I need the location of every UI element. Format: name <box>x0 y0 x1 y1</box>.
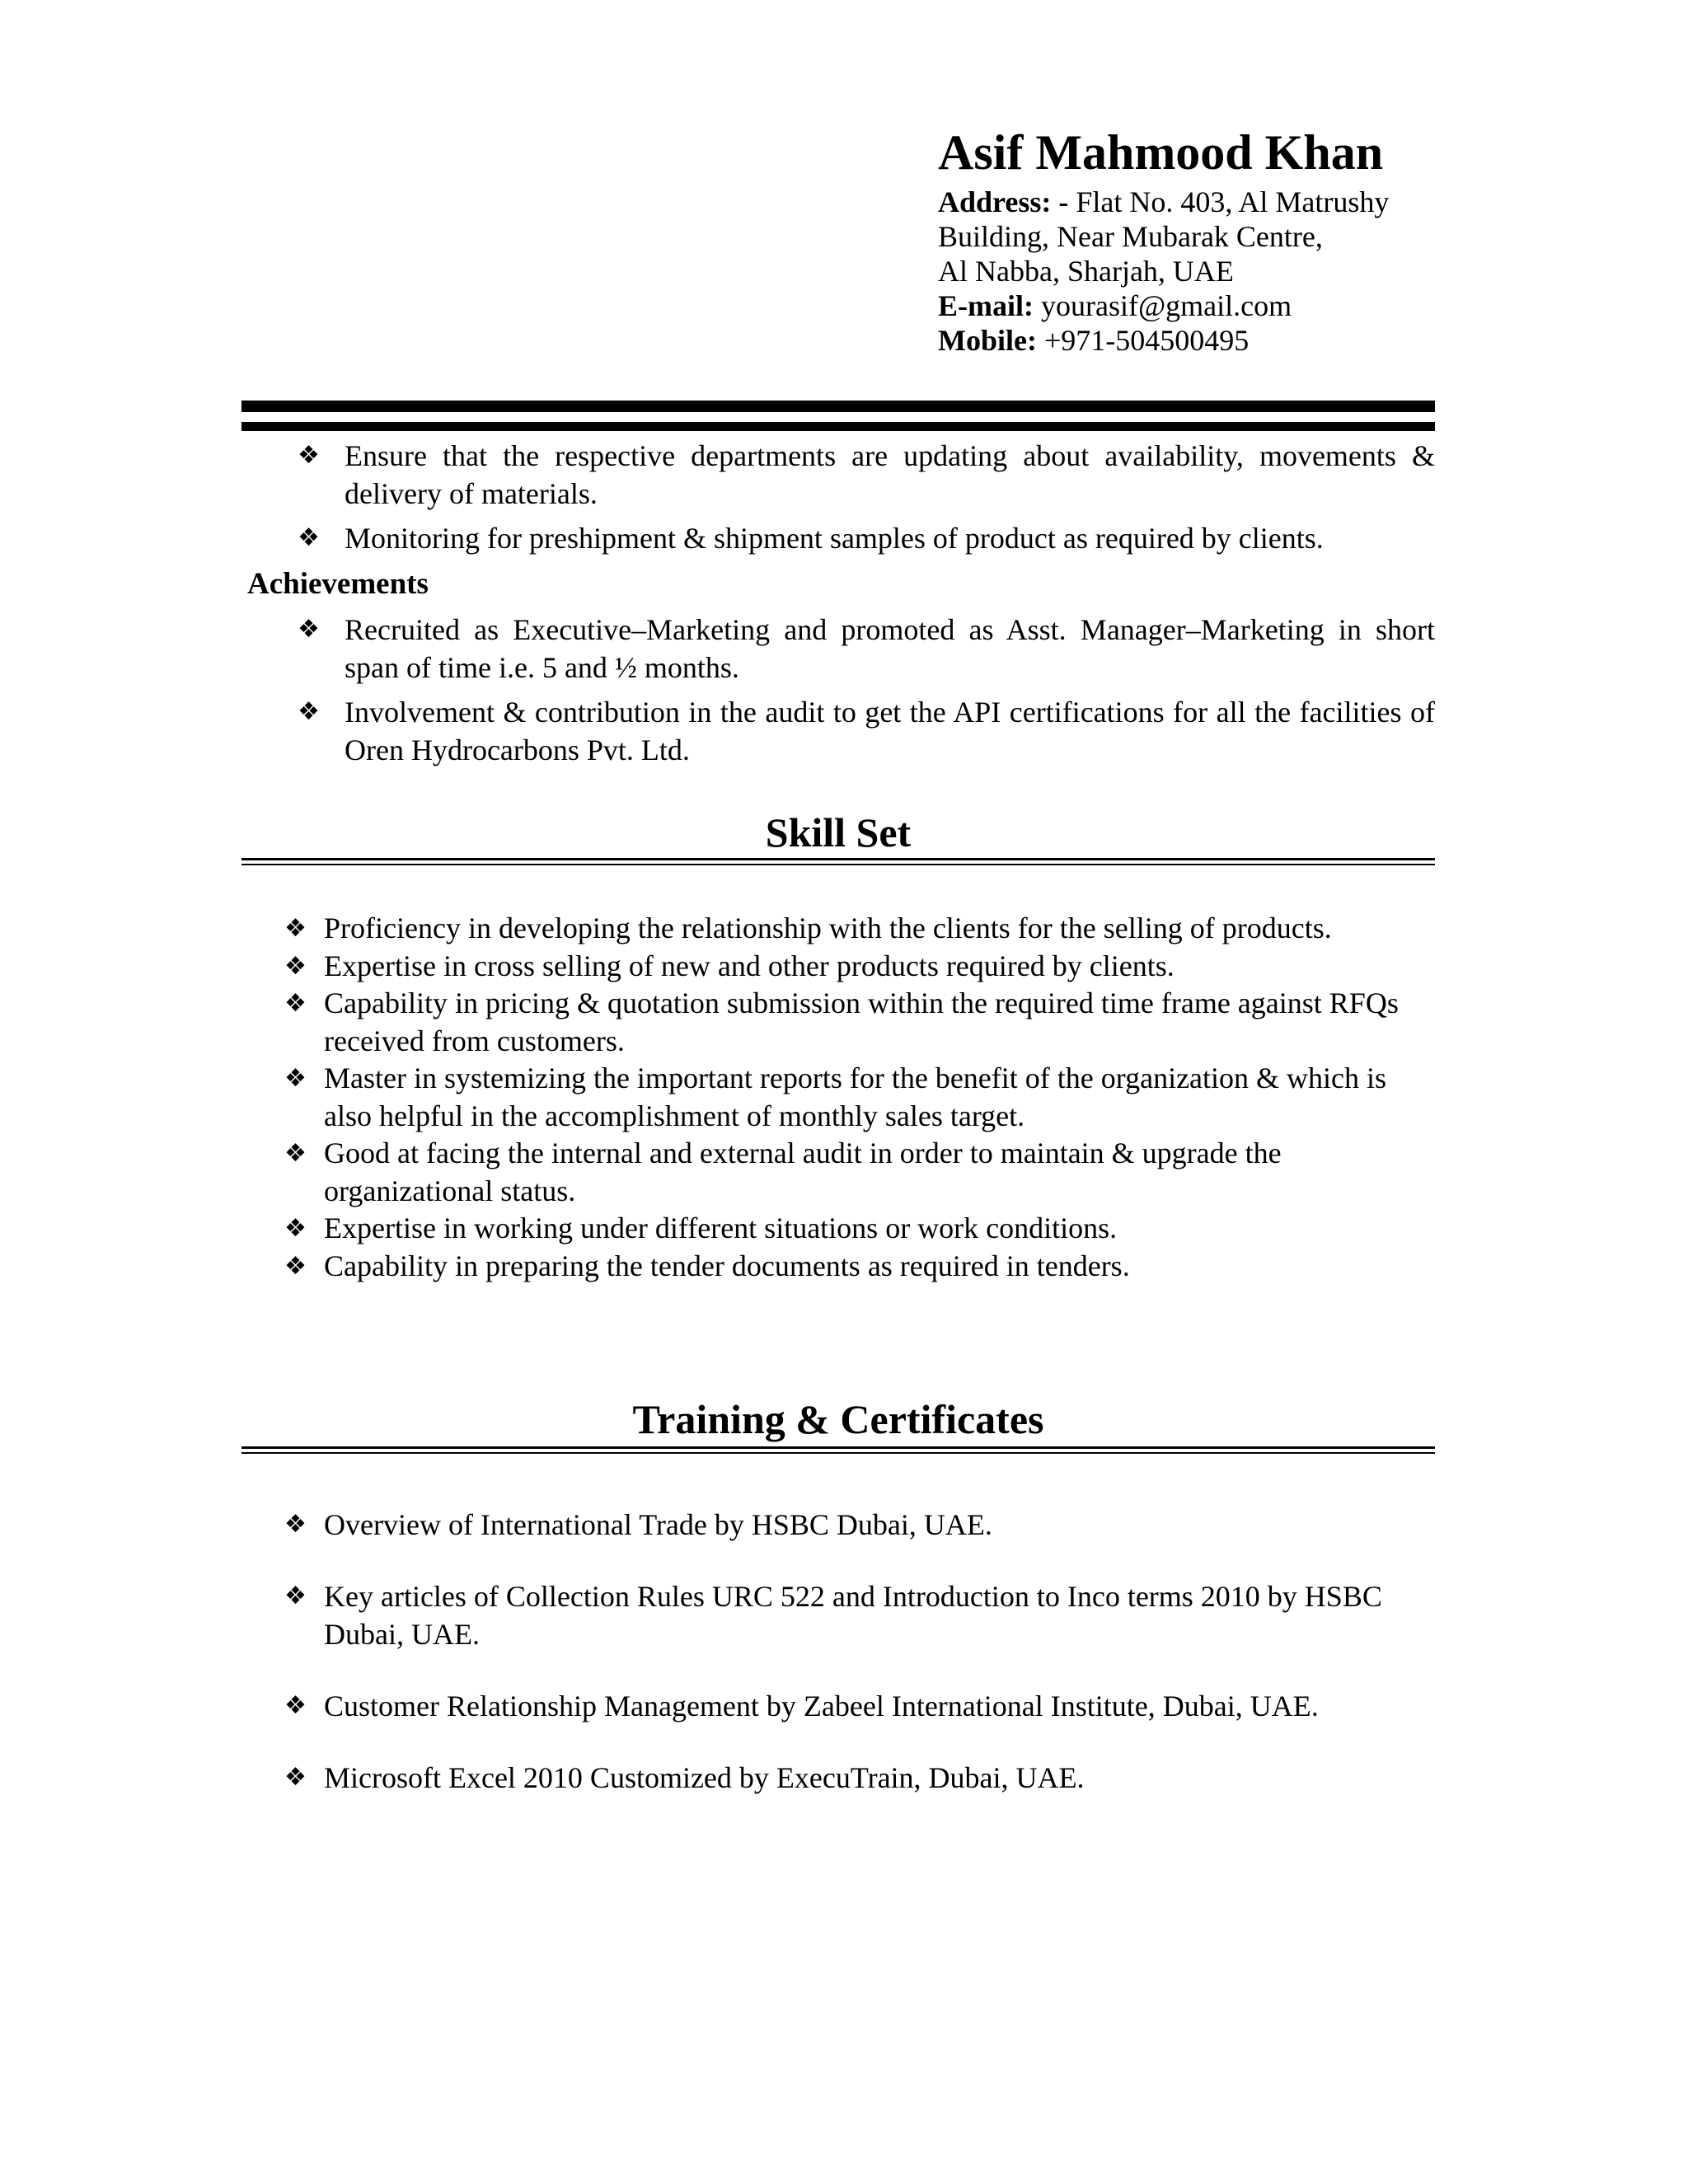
list-item: ❖ Proficiency in developing the relationship with the clients for the selling of products. <box>241 910 1435 948</box>
list-item: ❖ Capability in pricing & quotation submission within the required time frame against RFQs received from customers. <box>284 987 1399 1057</box>
diamond-bullet-icon: ❖ <box>284 914 307 943</box>
list-item: ❖ Overview of International Trade by HSBC Dubai, UAE. <box>241 1506 1435 1544</box>
list-item: ❖ Customer Relationship Management by Zabeel International Institute, Dubai, UAE. <box>241 1687 1435 1725</box>
list-item: ❖ Monitoring for preshipment & shipment samples of product as required by clients. <box>241 519 1435 557</box>
diamond-bullet-icon: ❖ <box>284 951 307 981</box>
diamond-bullet-icon: ❖ <box>298 523 320 552</box>
training-title: Training & Certificates <box>632 1396 1044 1442</box>
diamond-bullet-icon: ❖ <box>284 1510 307 1539</box>
list-item: ❖ Microsoft Excel 2010 Customized by ExecuTrain, Dubai, UAE. <box>241 1759 1435 1797</box>
list-item: ❖ Ensure that the respective departments are updating about availability, movements & delivery of materials. <box>241 437 1435 513</box>
achievements-heading: Achievements <box>247 567 429 601</box>
diamond-bullet-icon: ❖ <box>284 989 307 1018</box>
diamond-bullet-icon: ❖ <box>284 1214 307 1243</box>
diamond-bullet-icon: ❖ <box>284 1763 307 1792</box>
address-line-2: Building, Near Mubarak Centre, <box>938 220 1323 253</box>
list-item: ❖ Key articles of Collection Rules URC 522 and Introduction to Inco terms 2010 by HSBC Dubai, UAE. <box>241 1577 1435 1653</box>
mobile-label: Mobile: <box>938 324 1037 357</box>
list-item: ❖ Capability in preparing the tender documents as required in tenders. <box>241 1248 1435 1286</box>
diamond-bullet-icon: ❖ <box>284 1582 307 1610</box>
email-value: yourasif@gmail.com <box>1033 289 1292 322</box>
list-item: ❖ Involvement & contribution in the audit to get the API certifications for all the facilities of Oren Hydrocarbons Pvt. Ltd. <box>241 693 1435 769</box>
diamond-bullet-icon: ❖ <box>284 1139 307 1168</box>
contact-header <box>938 124 1531 358</box>
header-rule-top <box>241 401 1435 412</box>
address-text-1: Flat No. 403, Al Matrushy <box>1068 185 1390 218</box>
training-rule <box>241 1446 1435 1454</box>
diamond-bullet-icon: ❖ <box>284 1064 307 1093</box>
diamond-bullet-icon: ❖ <box>298 441 320 470</box>
responsibilities-list <box>241 437 1435 557</box>
list-item: ❖ Expertise in working under different situations or work conditions. <box>241 1210 1435 1248</box>
skill-set-title: Skill Set <box>765 809 912 855</box>
list-item: ❖ Expertise in cross selling of new and other products required by clients. <box>241 948 1435 986</box>
diamond-bullet-icon: ❖ <box>284 1251 307 1281</box>
email-label: E-mail: <box>938 289 1034 322</box>
diamond-bullet-icon: ❖ <box>298 615 320 644</box>
address-line-1 <box>938 185 1531 219</box>
mobile-line <box>938 323 1531 358</box>
list-item: ❖ Good at facing the internal and external audit in order to maintain & upgrade the organizational status. <box>284 1137 1282 1207</box>
header-rule-bottom <box>241 422 1435 431</box>
training-list <box>241 1506 1435 1797</box>
skill-set-rule <box>241 858 1435 865</box>
address-label: Address: - <box>938 185 1069 218</box>
candidate-name: Asif Mahmood Khan <box>938 125 1384 180</box>
skill-set-list <box>241 910 1435 1285</box>
address-line-3: Al Nabba, Sharjah, UAE <box>938 255 1234 288</box>
diamond-bullet-icon: ❖ <box>284 1691 307 1720</box>
achievements-list <box>241 611 1435 769</box>
email-line <box>938 288 1531 323</box>
mobile-value: +971-504500495 <box>1036 324 1250 357</box>
diamond-bullet-icon: ❖ <box>298 697 320 726</box>
list-item: ❖ Recruited as Executive–Marketing and promoted as Asst. Manager–Marketing in short span of time i.e. 5 and ½ months. <box>241 611 1435 687</box>
list-item: ❖ Master in systemizing the important reports for the benefit of the organization & which is also helpful in the accomplishment of monthly sales target. <box>284 1062 1387 1132</box>
